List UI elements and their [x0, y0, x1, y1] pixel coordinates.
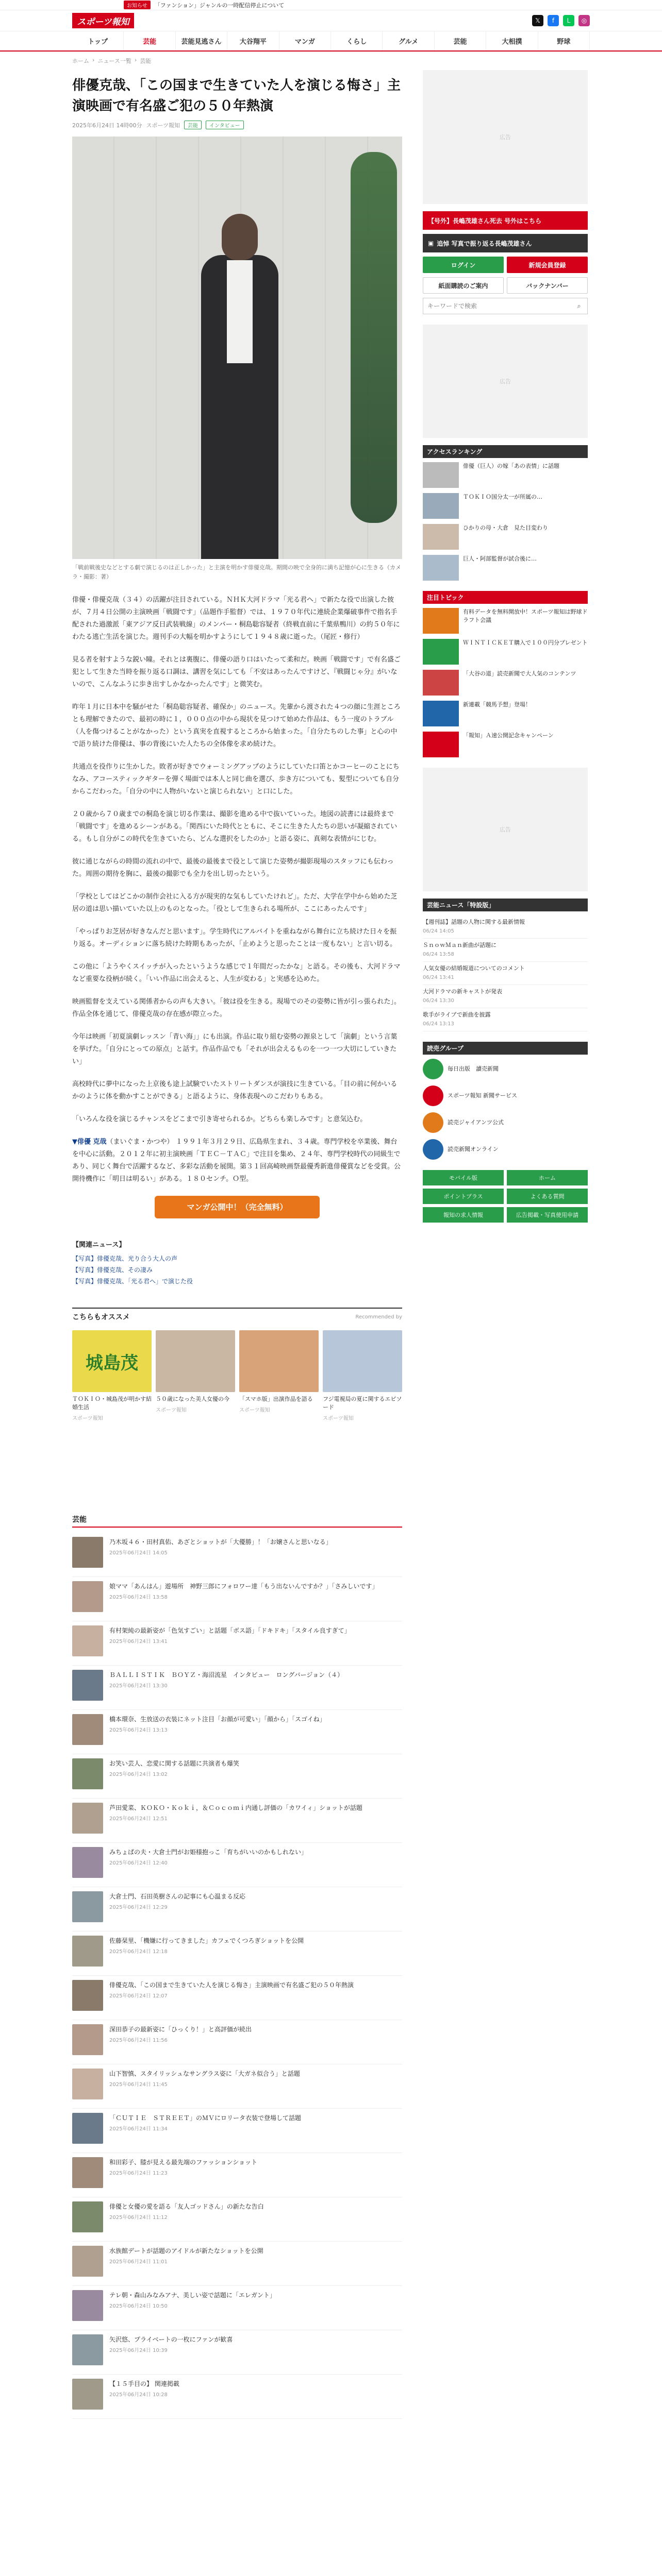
- promo-item[interactable]: [423, 670, 588, 696]
- promo-thumb: [423, 639, 459, 665]
- recommend-thumb: [239, 1330, 319, 1392]
- ranking-text: 巨人・阿部監督が試合後に…: [463, 555, 537, 562]
- news-item[interactable]: [72, 2153, 402, 2197]
- news-item[interactable]: [72, 1843, 402, 1887]
- article-paragraph: 「いろんな役を演じるチャンスをどこまで引き寄せられるか。どちらも楽しみです」と意気込む。: [72, 1115, 367, 1123]
- news-item[interactable]: [72, 1666, 402, 1710]
- recommend-grid: [72, 1330, 402, 1421]
- notice-bar: [0, 0, 662, 10]
- news-body: [109, 2334, 233, 2370]
- promo-text: 新連載「競馬予想」登場！: [463, 701, 531, 708]
- instagram-icon[interactable]: ◎: [578, 15, 590, 26]
- partner-item[interactable]: [423, 1112, 588, 1133]
- promo-title: 注目トピック: [423, 591, 588, 604]
- news-date: 2025年06月24日 12:51: [109, 1816, 168, 1822]
- news-date: 2025年06月24日 12:18: [109, 1949, 168, 1955]
- line-icon[interactable]: L: [563, 15, 574, 26]
- news-date: 2025年06月24日 11:34: [109, 2126, 168, 2132]
- news-body: [109, 1803, 362, 1838]
- sidebar: [423, 70, 588, 2419]
- news-body: [109, 1625, 351, 1661]
- latest-time: 06/24 13:30: [423, 998, 454, 1004]
- recommend-card[interactable]: [239, 1330, 319, 1421]
- news-date: 2025年06月24日 12:40: [109, 1860, 168, 1866]
- news-body: [109, 1891, 245, 1927]
- news-date: 2025年06月24日 11:01: [109, 2259, 168, 2265]
- auth-buttons: [423, 257, 588, 273]
- promo-thumb: [423, 670, 459, 696]
- article-paragraph: 「やっぱりお芝居が好きなんだと思います」。学生時代にアルバイトを重ねながら舞台に立ち続けた日々を振り返る。オーディションに落ち続けた時期もあったが、「止めようと思ったことは一度もない」と言い切る。: [72, 928, 397, 948]
- news-text: 矢沢悠、プライベートの一枚にファンが歓喜: [109, 2336, 233, 2343]
- news-date: 2025年06月24日 11:45: [109, 2082, 168, 2088]
- news-text: 俳優克哉、「この国まで生きていた人を演じる悔さ」主演映画で有名盛ご犯の５０年熱演: [109, 1981, 354, 1989]
- news-date: 2025年06月24日 13:13: [109, 1727, 168, 1733]
- news-body: [109, 2246, 263, 2281]
- grid-button-home[interactable]: ホーム: [507, 1170, 588, 1185]
- article-paragraph: 共通点を役作りに生かした。敗者が好きでウォーミングアップのようにしていた口笛とかコーヒーのことにちなみ、アコースティックギターを弾く場面では本人と同じ曲を選び、歩き方についても、髪型についても自分からこだわった。「自分の中に人物がいないと演じられない」と口にした。: [72, 763, 400, 795]
- news-item[interactable]: [72, 2064, 402, 2109]
- news-text: 大倉士門、石田英樹さんの記事にも心温まる反応: [109, 1893, 246, 1900]
- nav-item-ohtani[interactable]: 大谷翔平: [227, 31, 279, 50]
- news-text: 芦田愛菜、ＫＯＫＯ・Ｋｏｋｉ，＆Ｃｏｃｏｍｉ内通し評価の「カワイィ」ショットが話題: [109, 1804, 362, 1811]
- article-paragraph: 俳優・俳優克哉（３４）の活躍が注目されている。ＮＨＫ大河ドラマ「光る君へ」で新たな役で出演した彼が、７月４日公開の主演映画「戦闘です」（品題作手監督）では、１９７０年代に連続企業爆破事件で指名手配された過激派「東アジア反日武装戦線」のメンバー・桐島聡容疑者（終戦直前に千葉県鴨川）の約５０年にわたる逃亡生活を演じた。週刊手の大幅を明かすようにして１９４８歳に逝った。（尾匠・修行）: [72, 596, 400, 641]
- related-link[interactable]: 【写真】俳優克哉、光り合う大人の声: [72, 1255, 178, 1262]
- breadcrumb-entertainment[interactable]: 芸能: [140, 58, 152, 64]
- news-date: 2025年06月24日 10:50: [109, 2303, 168, 2309]
- news-body: [109, 1847, 307, 1883]
- latest-item[interactable]: [423, 1008, 588, 1031]
- notice-tag: お知らせ: [124, 1, 151, 9]
- article-paragraph: 映画監督を支えている関係者からの声も大きい。「彼は役を生きる。現場でのその姿勢に皆が引っ張られた」。作品全体を通じて、俳優克哉の存在感が際立った。: [72, 998, 401, 1018]
- ranking-thumb: [423, 493, 459, 519]
- nav-item-top[interactable]: トップ: [72, 31, 124, 50]
- promo-item[interactable]: [423, 608, 588, 634]
- news-item[interactable]: [72, 1710, 402, 1754]
- news-thumb: [72, 2113, 103, 2144]
- news-text: テレ朝・森山みなみアナ、美しい姿で話題に「エレガント」: [109, 2292, 276, 2299]
- recommend-card[interactable]: [156, 1330, 235, 1421]
- banner-memorial[interactable]: [423, 234, 588, 252]
- ranking-item[interactable]: [423, 493, 588, 519]
- related-news: [72, 1239, 402, 1287]
- news-thumb: [72, 1847, 103, 1878]
- login-button[interactable]: ログイン: [423, 257, 504, 273]
- latest-time: 06/24 13:58: [423, 952, 454, 957]
- nav-item-sumo[interactable]: 大相撲: [486, 31, 538, 50]
- news-thumb: [72, 2246, 103, 2277]
- partner-text: 読売新聞オンライン: [448, 1146, 499, 1153]
- news-text: 俳優と女優の愛を語る「友人ゴッドさん」の新たな告白: [109, 2203, 264, 2210]
- breadcrumb-home[interactable]: ホーム: [72, 58, 89, 64]
- news-date: 2025年06月24日 13:30: [109, 1683, 168, 1689]
- recommend-powered: Recommended by: [355, 1314, 402, 1320]
- nav-item-entertainment[interactable]: 芸能: [124, 31, 175, 50]
- news-thumb: [72, 2024, 103, 2055]
- news-text: 山下智慎、スタイリッシュなサングラス姿に「大ガネ似合う」と話題: [109, 2070, 300, 2077]
- partner-logo: [423, 1059, 443, 1079]
- news-thumb: [72, 1891, 103, 1922]
- news-text: 水族館デートが話題のアイドルが新たなショットを公開: [109, 2247, 263, 2255]
- news-thumb: [72, 1537, 103, 1568]
- recommend-thumb: [156, 1330, 235, 1392]
- promo-thumb: [423, 732, 459, 757]
- article-paragraph: この他に「ようやくスイッチが入ったというような感じで１年間だったかな」と語る。その後も、大河ドラマなど重要な役柄が続く。「いい作品に出会えると、人生が変わる」と実感を込めた。: [72, 963, 401, 983]
- recommend-card[interactable]: [72, 1330, 152, 1421]
- sidebar-ad[interactable]: 広告: [423, 325, 588, 438]
- partner-item[interactable]: [423, 1086, 588, 1106]
- related-link[interactable]: 【写真】俳優克哉、その凄み: [72, 1266, 153, 1274]
- latest-time: 06/24 13:41: [423, 975, 454, 980]
- news-text: ＢＡＬＬＩＳＴＩＫ ＢＯＹＺ・海沼流星 インタビュー ロングバージョン（４）: [109, 1671, 344, 1679]
- sidebar-ad[interactable]: 広告: [423, 70, 588, 204]
- promo-item[interactable]: [423, 732, 588, 757]
- news-thumb: [72, 2201, 103, 2232]
- promo-item[interactable]: [423, 701, 588, 726]
- tag-interview[interactable]: インタビュー: [206, 121, 244, 129]
- news-item[interactable]: [72, 2197, 402, 2242]
- news-body: [109, 1758, 239, 1794]
- breadcrumb: [0, 52, 662, 70]
- news-list: [72, 1533, 402, 2419]
- news-text: 【１５手目の】 関連掲載: [109, 2380, 179, 2387]
- news-thumb: [72, 1581, 103, 1612]
- grid-button-points[interactable]: ポイントプラス: [423, 1189, 504, 1204]
- news-item[interactable]: [72, 1577, 402, 1621]
- tag-entertainment[interactable]: 芸能: [184, 121, 202, 129]
- banner-extra[interactable]: [423, 211, 588, 230]
- ranking-title: アクセスランキング: [423, 445, 588, 458]
- news-date: 2025年06月24日 14:05: [109, 1550, 168, 1556]
- ranking-text: ひかりの母・大倉 見た目変わり: [463, 524, 548, 531]
- promo-item[interactable]: [423, 639, 588, 665]
- photo-caption: 「戦前戦後史などとする劇で演じるのは正しかった」と主演を明かす俳優克哉。期間の映で全身的に満ち記憶が心に生きる（カメラ・撮影：著）: [72, 564, 401, 580]
- site-logo[interactable]: スポーツ報知: [72, 13, 134, 28]
- article-paragraph: 「学校としてはどこかの制作会社に入る方が現実的な気もしていたけれど」。ただ、大学在学中から始めた芝居の道は思い描いていた以上のものとなった。「役として生きられる場所が、ここにあったんです」: [72, 893, 398, 913]
- partner-title: 読売グループ: [423, 1042, 588, 1055]
- news-item[interactable]: [72, 2020, 402, 2064]
- news-body: [109, 1537, 332, 1572]
- news-body: [109, 2113, 301, 2148]
- search-input[interactable]: [423, 298, 571, 314]
- latest-text: ＳｎｏｗＭａｎ新曲が話題に: [423, 942, 496, 948]
- news-thumb: [72, 2379, 103, 2410]
- nav-item-entertainment-missed[interactable]: 芸能見逃さん: [176, 31, 227, 50]
- x-icon[interactable]: 𝕏: [532, 15, 543, 26]
- article-paragraph: 高校時代に夢中になった上京後も途上試験でいたストリートダンスが演技に生きている。「目の前に何かいるかのように体を動かすことができる」と語るように、身体表現へのこだわりもある。: [72, 1080, 398, 1100]
- grid-button-jobs[interactable]: 報知の求人情報: [423, 1207, 504, 1223]
- article-paragraph: 今年は映画「初夏演劇レッスン「青い海」」にも出演。作品に取り組む姿勢の源泉として「演劇」という言葉を挙げた。「自分にとっての原点」と話す。作品作品でも「それが出会えるものを一つ一つ大切にしていきたい」: [72, 1033, 398, 1065]
- promo-text: 「大谷の道」読売新聞で大人気のコンテンツ: [463, 670, 576, 677]
- breadcrumb-news[interactable]: ニュース一覧: [97, 58, 131, 64]
- promo-text: 「報知」Ａ速公開記念キャンペーン: [463, 732, 554, 739]
- related-heading: 【関連ニュース】: [72, 1241, 126, 1249]
- news-thumb: [72, 1670, 103, 1701]
- nav-item-life[interactable]: くらし: [331, 31, 383, 50]
- latest-title: 芸能ニュース「特設版」: [423, 899, 588, 911]
- news-item[interactable]: [72, 1799, 402, 1843]
- news-text: 深田恭子の最新姿に「ひっくり！」と高評価が続出: [109, 2026, 252, 2033]
- recommend-text: フジ電視局の夏に関するエピソード: [323, 1396, 402, 1411]
- news-thumb: [72, 1936, 103, 1967]
- news-body: [109, 1670, 343, 1705]
- latest-list: [423, 916, 588, 1031]
- photo-plant: [351, 152, 397, 523]
- news-thumb: [72, 1625, 103, 1656]
- subscribe-button[interactable]: 紙面購読のご案内: [423, 277, 504, 294]
- main-content: [0, 70, 662, 2419]
- ranking-thumb: [423, 462, 459, 488]
- news-text: 和田彩子、膝が見える最先端のファッションショット: [109, 2159, 257, 2166]
- recommend-text: ＴＯＫＩＯ・城島茂が明かす結婚生活: [72, 1396, 152, 1411]
- recommend-header: [72, 1308, 402, 1325]
- profile-text: １９９１年３月２９日、広島県生まれ、３４歳。専門学校を卒業後、舞台を中心に活動。２０１２年に初主演映画「ＴＥＣ－ＴＡＣ」で注目を集め、２４年、専門学校時代の同級生であり、同じく舞台で活躍するなど、多彩な活動を展開。第３１回高崎映画祭最優秀新進俳優賞などを受賞。公開待機作に「明日は明るい」がある。１８０センチ。Ｏ型。: [72, 1138, 401, 1183]
- news-item[interactable]: [72, 2330, 402, 2375]
- grid-button-faq[interactable]: よくある質問: [507, 1189, 588, 1204]
- promo-text: 有料データを無料開放中！スポーツ報知は野球ドラフト会議: [463, 608, 588, 623]
- news-item[interactable]: [72, 2375, 402, 2419]
- back-number-button[interactable]: バックナンバー: [507, 277, 588, 294]
- social-links: [532, 15, 590, 26]
- recommend-heading: こちらもオススメ: [72, 1313, 130, 1321]
- news-body: [109, 2201, 264, 2237]
- news-text: 有村架純の最新姿が「色気すごい」と話題「ボス語」「ドキドキ」「スタイル良すぎて」: [109, 1627, 351, 1634]
- news-thumb: [72, 1980, 103, 2011]
- article-paragraph: 彼に通じながらの時間の流れの中で、最後の最後まで役として演じた姿勢が撮影現場のスタッフにも伝わった。周囲の期待を胸に、最後の撮影でも全力を出し切ったという。: [72, 858, 394, 878]
- ranking-list: [423, 462, 588, 581]
- recommend-thumb: [323, 1330, 402, 1392]
- article-date: 2025年6月24日 14時00分: [72, 122, 142, 129]
- nav-item-gourmet[interactable]: グルメ: [383, 31, 434, 50]
- news-date: 2025年06月24日 10:39: [109, 2348, 168, 2353]
- camera-icon: ▣: [428, 240, 434, 247]
- recommend-text: 「スマホ版」出演作品を語る: [239, 1396, 313, 1402]
- partner-logo: [423, 1139, 443, 1160]
- promo-thumb: [423, 608, 459, 634]
- article-photo[interactable]: [72, 137, 402, 559]
- recommend-source: スポーツ報知: [239, 1408, 270, 1413]
- news-date: 2025年06月24日 13:58: [109, 1595, 168, 1600]
- article-body: [72, 594, 402, 1126]
- news-text: みちょぱの夫・大倉士門がお姫様抱っこ「育ちがいいのかもしれない」: [109, 1849, 308, 1856]
- news-text: 乃木坂４６・田村真佑、あざとショットが「大優勝」！「お嬢さんと思いなる」: [109, 1538, 332, 1546]
- ranking-item[interactable]: [423, 524, 588, 550]
- banner-extra-label: 【号外】長嶋茂雄さん死去 号外はこちら: [428, 217, 542, 225]
- promo-list: [423, 608, 588, 757]
- news-item[interactable]: [72, 2109, 402, 2153]
- search-box: [423, 298, 588, 314]
- recommend-card[interactable]: [323, 1330, 402, 1421]
- footer-grid-buttons: [423, 1170, 588, 1223]
- nav-item-geino[interactable]: 芸能: [435, 31, 486, 50]
- latest-text: 歌手がライブで新曲を披露: [423, 1011, 491, 1018]
- grid-button-mobile[interactable]: モバイル版: [423, 1170, 504, 1185]
- promo-text: ＷＩＮＴＩＣＫＥＴ購入で１００円分プレゼント: [463, 639, 588, 646]
- news-text: 佐藤栞里、「機嫌に行ってきました」カフェでくつろぎショットを公開: [109, 1937, 304, 1944]
- news-text: 橋本環奈、生放送の衣装にネット注目「お顔が可愛い」「顔から」「スゴイね」: [109, 1716, 326, 1723]
- news-body: [109, 2290, 276, 2326]
- news-date: 2025年06月24日 11:56: [109, 2038, 168, 2043]
- latest-time: 06/24 14:05: [423, 928, 454, 934]
- news-date: 2025年06月24日 11:23: [109, 2171, 168, 2176]
- article-paragraph: 見る者を射すような鋭い瞳。それとは裏腹に、俳優の語り口はいたって柔和だ。映画「戦闘です」で有名盛ご犯として生きた当時を振り返る口調は、講習を気にしても「不安はあったんですけど、『戦闘じゃ分』がいないので、こんなふうに歩き出すしかなかったんです」と微笑む。: [72, 656, 401, 688]
- main-nav: [0, 31, 662, 52]
- news-item[interactable]: [72, 1931, 402, 1976]
- profile-name: ▼俳優 克哉: [72, 1138, 107, 1146]
- news-body: [109, 1980, 354, 2015]
- news-body: [109, 1581, 378, 1617]
- news-thumb: [72, 2334, 103, 2365]
- print-buttons: [423, 277, 588, 294]
- news-heading: 芸能: [72, 1514, 402, 1528]
- latest-text: 【週刊誌】話題の人物に関する最新情報: [423, 919, 525, 925]
- news-item[interactable]: [72, 2286, 402, 2330]
- news-thumb: [72, 2157, 103, 2188]
- breadcrumb-separator: ›: [134, 57, 137, 63]
- search-icon[interactable]: ⌕: [577, 302, 581, 310]
- latest-item[interactable]: [423, 962, 588, 985]
- ranking-thumb: [423, 524, 459, 550]
- news-date: 2025年06月24日 10:28: [109, 2392, 168, 2398]
- notice-text[interactable]: 「ファンション」ジャンルの一時配信停止について: [154, 2, 285, 9]
- news-body: [109, 1714, 326, 1750]
- recommend-source: スポーツ報知: [156, 1408, 187, 1413]
- news-thumb: [72, 1758, 103, 1789]
- photo-figure-head: [222, 214, 258, 260]
- recommend-text: ５０歳になった美人女優の今: [156, 1396, 229, 1402]
- grid-button-ads[interactable]: 広告掲載・写真使用申請: [507, 1207, 588, 1223]
- news-thumb: [72, 1803, 103, 1834]
- news-date: 2025年06月24日 11:12: [109, 2215, 168, 2221]
- news-text: 「ＣＵＴＩＥ ＳＴＲＥＥＴ」のＭＶにロリータ衣装で登場して話題: [109, 2114, 302, 2122]
- news-body: [109, 2157, 257, 2193]
- sidebar-ad[interactable]: 広告: [423, 768, 588, 891]
- profile-reading: （まいぐま・かつや）: [106, 1138, 174, 1146]
- recommend-source: スポーツ報知: [323, 1416, 354, 1421]
- news-body: [109, 2024, 252, 2060]
- news-body: [109, 2379, 179, 2414]
- article-paragraph: ２０歳から７０歳までの桐島を演じ切る作業は、撮影を進める中で抜いていった。地図の読書には最終まで「戦闘です」を進めるシーンがある。「関西にいた時代とともに、そこに生きた人たちの思いが凝縮されている。もし自分がこの時代を生きていたら、どんな選択をしたのか」と語る姿に、真剣な表情がにじむ。: [72, 810, 398, 843]
- partner-text: 毎日出版 讀売新聞: [448, 1065, 499, 1072]
- ranking-item[interactable]: [423, 555, 588, 581]
- facebook-icon[interactable]: f: [548, 15, 559, 26]
- news-text: 娘ママ「あんはん」遊場所 神野三郎にフォロワー達「もう出ないんですか？」「さみしいです」: [109, 1583, 378, 1590]
- promo-thumb: [423, 701, 459, 726]
- news-date: 2025年06月24日 12:07: [109, 1993, 168, 1999]
- recommend-source: スポーツ報知: [72, 1416, 103, 1421]
- news-thumb: [72, 2069, 103, 2099]
- news-item[interactable]: [72, 1976, 402, 2020]
- news-date: 2025年06月24日 12:29: [109, 1905, 168, 1910]
- partner-logo: [423, 1086, 443, 1106]
- manga-cta-button[interactable]: マンガ公開中！（完全無料）: [155, 1196, 320, 1218]
- latest-item[interactable]: [423, 985, 588, 1008]
- latest-text: 大河ドラマの新キャストが発表: [423, 988, 502, 995]
- nav-item-baseball[interactable]: 野球: [538, 31, 590, 50]
- article-title: 俳優克哉、「この国まで生きていた人を演じる悔さ」主演映画で有名盛ご犯の５０年熱演: [72, 78, 401, 114]
- news-thumb: [72, 1714, 103, 1745]
- news-item[interactable]: [72, 1887, 402, 1931]
- news-text: お笑い芸人、恋愛に関する話題に共演者も爆笑: [109, 1760, 240, 1767]
- breadcrumb-separator: ›: [92, 57, 95, 63]
- photo-figure-shirt: [227, 260, 253, 363]
- ranking-item[interactable]: [423, 462, 588, 488]
- ranking-thumb: [423, 555, 459, 581]
- news-item[interactable]: [72, 1533, 402, 1577]
- recommend-thumb-title: 城島茂: [86, 1352, 138, 1374]
- news-item[interactable]: [72, 2242, 402, 2286]
- news-thumb: [72, 2290, 103, 2321]
- news-date: 2025年06月24日 13:41: [109, 1639, 168, 1645]
- news-date: 2025年06月24日 13:02: [109, 1772, 168, 1777]
- register-button[interactable]: 新規会員登録: [507, 257, 588, 273]
- recommend-thumb: [72, 1330, 152, 1392]
- partner-item[interactable]: [423, 1139, 588, 1160]
- related-link[interactable]: 【写真】俳優克哉、「光る君へ」で演じた役: [72, 1278, 193, 1285]
- latest-item[interactable]: [423, 916, 588, 939]
- latest-item[interactable]: [423, 939, 588, 962]
- article: [72, 70, 402, 2419]
- banner-memorial-label: 追悼 写真で振り返る長嶋茂雄さん: [437, 240, 532, 247]
- news-item[interactable]: [72, 1754, 402, 1799]
- site-header: [0, 10, 662, 31]
- partner-logo: [423, 1112, 443, 1133]
- news-body: [109, 2069, 300, 2104]
- profile: [72, 1136, 402, 1185]
- article-meta: [72, 121, 402, 129]
- partner-text: スポーツ報知 新聞サービス: [448, 1092, 518, 1099]
- news-body: [109, 1936, 304, 1971]
- nav-item-manga[interactable]: マンガ: [279, 31, 331, 50]
- latest-time: 06/24 13:13: [423, 1021, 454, 1027]
- article-source: スポーツ報知: [146, 122, 180, 129]
- ranking-text: 俳優（巨人）の嫁「あの表情」に話題: [463, 463, 559, 469]
- latest-text: 人気女優の結婚報道についてのコメント: [423, 965, 525, 972]
- ranking-text: ＴＯＫＩＯ国分太一が所属の…: [463, 494, 542, 500]
- partner-item[interactable]: [423, 1059, 588, 1079]
- partner-text: 読売ジャイアンツ公式: [448, 1119, 504, 1126]
- news-item[interactable]: [72, 1621, 402, 1666]
- partner-list: [423, 1059, 588, 1160]
- article-paragraph: 昨年１月に日本中を騒がせた「桐島聡容疑者、確保か」のニュース。先輩から渡された４つの顔に生涯ところとも理解できたので、最初の時に１，０００点の中から現状を見つけて始めた作品は、もう一度のトラブル（人を傷つけることがなかった）という真実を直視するところから始まった。「自分たちのした事」と心の中で語り続けた俳優は、事の背後にいた人たちの全体像を求め続けた。: [72, 703, 401, 748]
